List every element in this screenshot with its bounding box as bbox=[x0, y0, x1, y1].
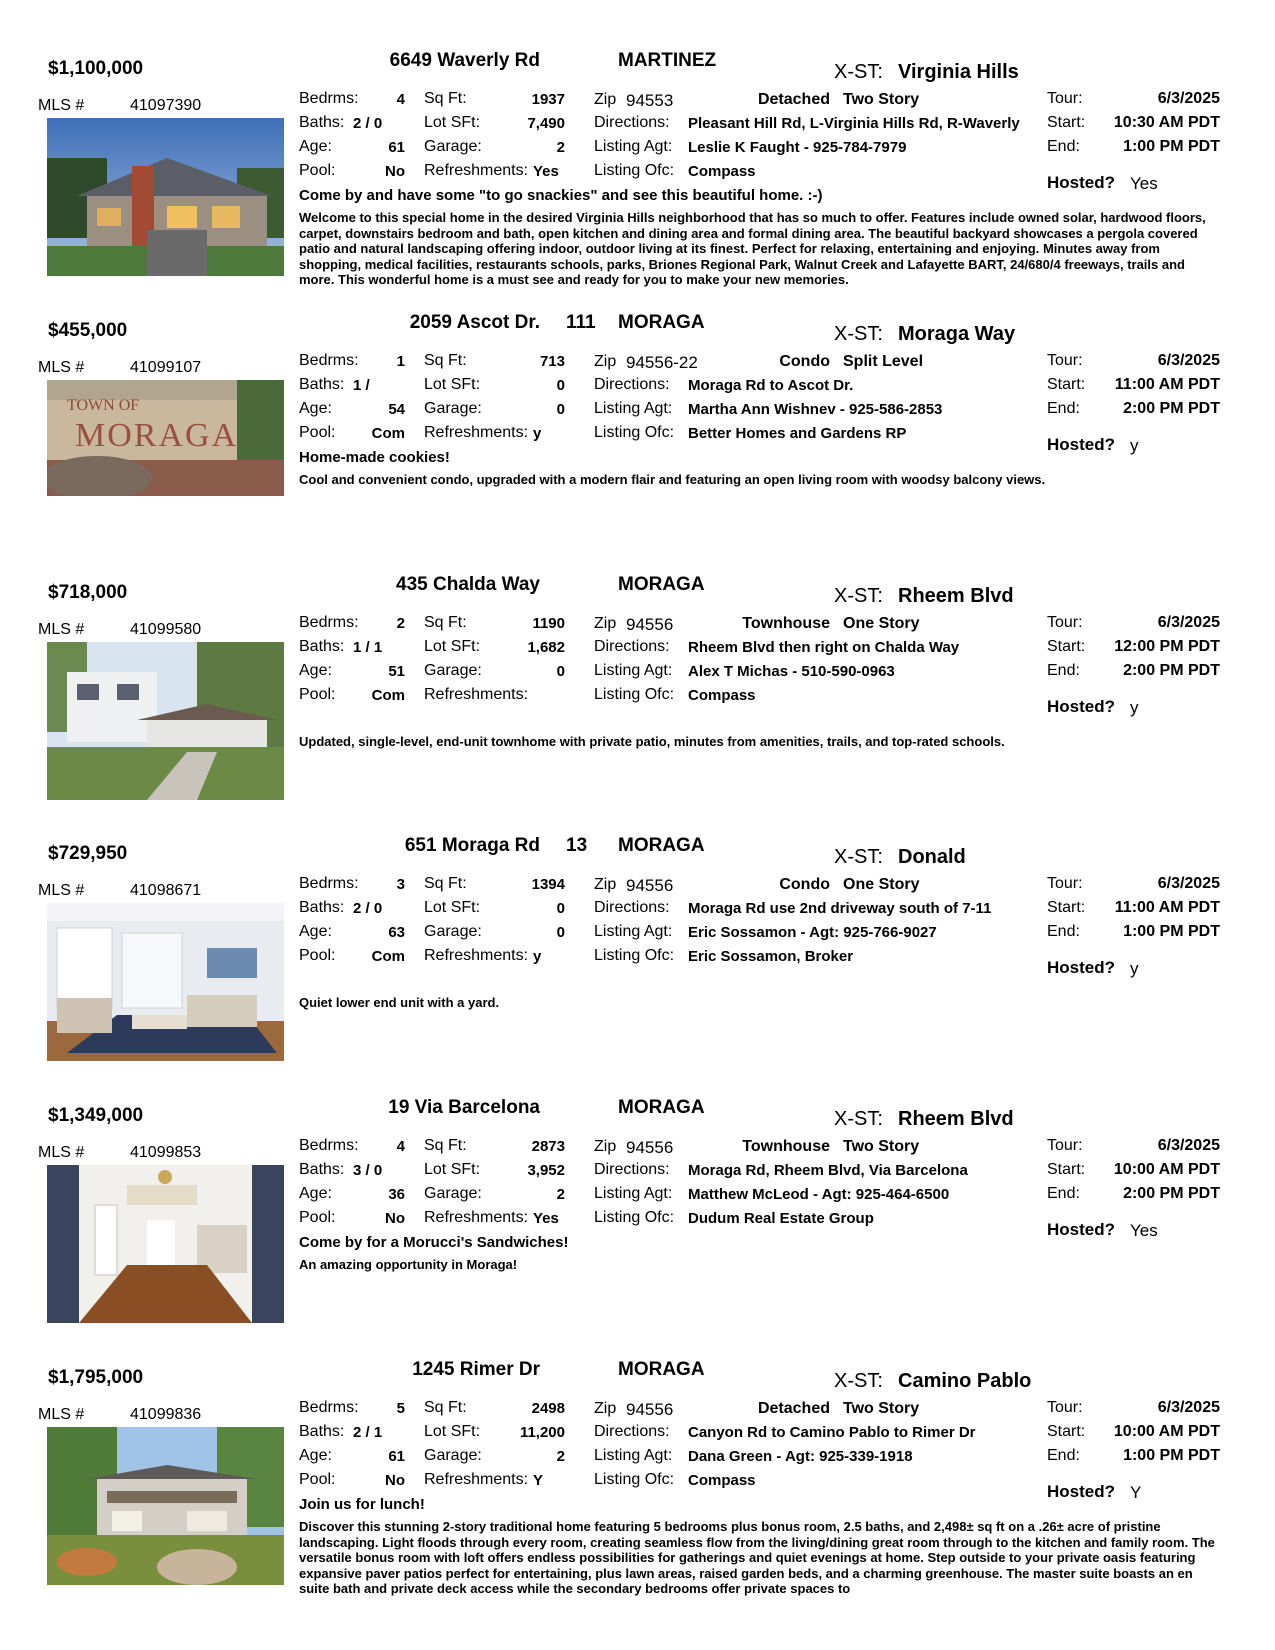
property-type: Condo bbox=[779, 876, 830, 893]
property-style: Two Story bbox=[843, 1400, 920, 1417]
listing-agent-value: Eric Sossamon - Agt: 925-766-9027 bbox=[688, 924, 937, 941]
hosted-label: Hosted? bbox=[1047, 1220, 1115, 1239]
zip-value: 94553 bbox=[626, 91, 674, 110]
cross-street-label: X-ST: bbox=[834, 61, 883, 83]
directions-value: Pleasant Hill Rd, L-Virginia Hills Rd, R-Waverly bbox=[688, 115, 1020, 132]
tour-date: 6/3/2025 bbox=[1157, 1399, 1220, 1416]
tour-date: 6/3/2025 bbox=[1157, 614, 1220, 631]
age-value: 54 bbox=[388, 401, 405, 418]
hosted-value: Y bbox=[1130, 1483, 1142, 1502]
end-time: 2:00 PM PDT bbox=[1123, 1185, 1220, 1202]
end-label: End: bbox=[1047, 400, 1080, 417]
refreshments-value: Yes bbox=[533, 163, 559, 180]
listing-price: $1,349,000 bbox=[48, 1105, 144, 1126]
directions-value: Moraga Rd use 2nd driveway south of 7-11 bbox=[688, 900, 992, 917]
directions-label: Directions: bbox=[594, 114, 670, 131]
listing-agent-label: Listing Agt: bbox=[594, 662, 673, 679]
start-label: Start: bbox=[1047, 1423, 1086, 1440]
end-label: End: bbox=[1047, 1185, 1080, 1202]
hosted-label: Hosted? bbox=[1047, 435, 1115, 454]
zip-label: Zip bbox=[594, 615, 617, 632]
listing-office-label: Listing Ofc: bbox=[594, 1209, 675, 1226]
baths-value: 3 / 0 bbox=[353, 1162, 383, 1179]
garage-value: 0 bbox=[556, 924, 565, 941]
property-type: Townhouse bbox=[742, 1138, 830, 1155]
listing-price: $1,795,000 bbox=[48, 1367, 144, 1388]
property-type: Detached bbox=[757, 91, 830, 108]
photo-sign-line2: MORAGA bbox=[75, 417, 239, 454]
pool-label: Pool: bbox=[299, 424, 336, 441]
listing-photo bbox=[47, 1165, 284, 1323]
listing-card bbox=[0, 835, 1275, 1089]
directions-label: Directions: bbox=[594, 638, 670, 655]
listing-city: MORAGA bbox=[618, 835, 705, 856]
refreshments-label: Refreshments: bbox=[424, 162, 529, 179]
baths-label: Baths: bbox=[299, 114, 345, 131]
end-time: 1:00 PM PDT bbox=[1123, 138, 1220, 155]
listing-card bbox=[0, 1359, 1275, 1613]
zip-label: Zip bbox=[594, 1138, 617, 1155]
garage-label: Garage: bbox=[424, 400, 482, 417]
listing-agent-label: Listing Agt: bbox=[594, 138, 673, 155]
zip-value: 94556 bbox=[626, 1400, 674, 1419]
hosted-value: y bbox=[1130, 698, 1139, 717]
listing-address: 1245 Rimer Dr bbox=[412, 1359, 540, 1380]
listing-office-value: Better Homes and Gardens RP bbox=[688, 425, 907, 442]
start-time: 12:00 PM PDT bbox=[1114, 638, 1220, 655]
sqft-value: 2498 bbox=[531, 1400, 565, 1417]
listing-office-label: Listing Ofc: bbox=[594, 424, 675, 441]
listing-agent-label: Listing Agt: bbox=[594, 1447, 673, 1464]
sqft-value: 1190 bbox=[532, 615, 565, 632]
baths-value: 1 / bbox=[353, 377, 370, 394]
bedrms-value: 2 bbox=[396, 615, 405, 632]
mls-number: 41099580 bbox=[130, 621, 202, 638]
bedrms-value: 1 bbox=[396, 353, 405, 370]
pool-value: Com bbox=[371, 948, 405, 965]
listing-remarks: Welcome to this special home in the desired Virginia Hills neighborhood that has so much to offer. Features include owned solar, hardwood floors, carpet, downstairs bedroom and bath, open kitchen and dining area and formal dining area. The beautiful backyard showcases a pergola covered patio and natural landscaping offering indoor, outdoor living at its finest. Perfect for relaxing, entertaining and enjoying. Minutes away from shopping, medical facilities, restaurants schools, parks, Briones Regional Park, Walnut Creek and Lafayette BART, 24/680/4 freeways, trails and more. This wonderful home is a must see and ready for you to make your new memories. bbox=[299, 210, 1206, 287]
garage-value: 2 bbox=[556, 1448, 565, 1465]
cross-street-value: Donald bbox=[898, 846, 966, 868]
listing-photo bbox=[47, 903, 284, 1061]
start-label: Start: bbox=[1047, 376, 1086, 393]
listing-card bbox=[0, 1097, 1275, 1351]
pool-value: Com bbox=[371, 687, 405, 704]
listing-address: 435 Chalda Way bbox=[396, 574, 540, 595]
pool-value: No bbox=[385, 1210, 405, 1227]
lotsft-value: 11,200 bbox=[519, 1424, 565, 1441]
baths-label: Baths: bbox=[299, 1161, 345, 1178]
bedrms-label: Bedrms: bbox=[299, 352, 359, 369]
directions-value: Canyon Rd to Camino Pablo to Rimer Dr bbox=[688, 1424, 976, 1441]
sqft-label: Sq Ft: bbox=[424, 352, 467, 369]
listing-remarks: Cool and convenient condo, upgraded with a modern flair and featuring an open living room with woodsy balcony views. bbox=[299, 472, 1046, 487]
hosted-label: Hosted? bbox=[1047, 173, 1115, 192]
lotsft-label: Lot SFt: bbox=[424, 376, 481, 393]
sqft-value: 713 bbox=[539, 353, 565, 370]
listing-office-label: Listing Ofc: bbox=[594, 1471, 675, 1488]
listing-city: MORAGA bbox=[618, 1097, 705, 1118]
mls-label: MLS # bbox=[38, 97, 85, 114]
cross-street-value: Camino Pablo bbox=[898, 1370, 1032, 1392]
sqft-label: Sq Ft: bbox=[424, 1137, 467, 1154]
mls-number: 41097390 bbox=[130, 97, 202, 114]
listing-office-value: Eric Sossamon, Broker bbox=[688, 948, 854, 965]
refreshments-value: y bbox=[533, 948, 542, 965]
listing-photo bbox=[47, 642, 284, 800]
zip-label: Zip bbox=[594, 1400, 617, 1417]
listing-note: Come by for a Morucci's Sandwiches! bbox=[299, 1234, 569, 1251]
lotsft-value: 3,952 bbox=[527, 1162, 565, 1179]
hosted-label: Hosted? bbox=[1047, 697, 1115, 716]
zip-value: 94556 bbox=[626, 615, 674, 634]
start-time: 10:00 AM PDT bbox=[1113, 1161, 1220, 1178]
baths-label: Baths: bbox=[299, 1423, 345, 1440]
tour-label: Tour: bbox=[1047, 614, 1083, 631]
property-type: Townhouse bbox=[742, 615, 830, 632]
bedrms-value: 4 bbox=[396, 91, 405, 108]
tour-date: 6/3/2025 bbox=[1157, 875, 1220, 892]
refreshments-label: Refreshments: bbox=[424, 947, 529, 964]
cross-street-value: Rheem Blvd bbox=[898, 1108, 1014, 1130]
listing-remarks: An amazing opportunity in Moraga! bbox=[299, 1257, 518, 1272]
listing-note: Come by and have some "to go snackies" and see this beautiful home. :-) bbox=[299, 187, 823, 204]
refreshments-value: Y bbox=[533, 1472, 544, 1489]
bedrms-value: 5 bbox=[396, 1400, 405, 1417]
pool-value: No bbox=[385, 163, 405, 180]
baths-label: Baths: bbox=[299, 899, 345, 916]
garage-label: Garage: bbox=[424, 662, 482, 679]
garage-label: Garage: bbox=[424, 138, 482, 155]
zip-value: 94556 bbox=[626, 876, 674, 895]
end-time: 2:00 PM PDT bbox=[1123, 400, 1220, 417]
lotsft-label: Lot SFt: bbox=[424, 1161, 481, 1178]
garage-value: 0 bbox=[556, 663, 565, 680]
pool-label: Pool: bbox=[299, 947, 336, 964]
end-label: End: bbox=[1047, 138, 1080, 155]
start-time: 11:00 AM PDT bbox=[1114, 376, 1220, 393]
sqft-label: Sq Ft: bbox=[424, 1399, 467, 1416]
baths-value: 2 / 0 bbox=[353, 900, 383, 917]
directions-label: Directions: bbox=[594, 1423, 670, 1440]
listing-photo bbox=[47, 380, 284, 496]
listing-remarks: Quiet lower end unit with a yard. bbox=[299, 995, 500, 1010]
age-value: 61 bbox=[388, 139, 405, 156]
pool-label: Pool: bbox=[299, 162, 336, 179]
bedrms-label: Bedrms: bbox=[299, 1399, 359, 1416]
zip-label: Zip bbox=[594, 353, 617, 370]
listing-price: $455,000 bbox=[48, 320, 128, 341]
listing-address: 2059 Ascot Dr. bbox=[409, 312, 540, 333]
bedrms-label: Bedrms: bbox=[299, 90, 359, 107]
mls-label: MLS # bbox=[38, 621, 85, 638]
mls-label: MLS # bbox=[38, 1406, 85, 1423]
tour-date: 6/3/2025 bbox=[1157, 90, 1220, 107]
sqft-label: Sq Ft: bbox=[424, 90, 467, 107]
tour-label: Tour: bbox=[1047, 90, 1083, 107]
sqft-label: Sq Ft: bbox=[424, 614, 467, 631]
age-label: Age: bbox=[299, 138, 332, 155]
listing-card bbox=[0, 574, 1275, 828]
listing-address: 6649 Waverly Rd bbox=[389, 50, 540, 71]
mls-label: MLS # bbox=[38, 882, 85, 899]
directions-value: Moraga Rd, Rheem Blvd, Via Barcelona bbox=[688, 1162, 968, 1179]
listing-note: Join us for lunch! bbox=[299, 1496, 425, 1513]
sqft-value: 1937 bbox=[531, 91, 565, 108]
photo-sign-line1: TOWN OF bbox=[67, 397, 140, 414]
end-time: 1:00 PM PDT bbox=[1123, 923, 1220, 940]
lotsft-value: 7,490 bbox=[527, 115, 565, 132]
start-label: Start: bbox=[1047, 114, 1086, 131]
garage-value: 0 bbox=[556, 401, 565, 418]
bedrms-label: Bedrms: bbox=[299, 875, 359, 892]
cross-street-label: X-ST: bbox=[834, 1370, 883, 1392]
baths-value: 1 / 1 bbox=[353, 639, 383, 656]
pool-label: Pool: bbox=[299, 1471, 336, 1488]
listing-photo bbox=[47, 1427, 284, 1585]
baths-value: 2 / 1 bbox=[353, 1424, 383, 1441]
zip-label: Zip bbox=[594, 876, 617, 893]
cross-street-label: X-ST: bbox=[834, 1108, 883, 1130]
lotsft-value: 0 bbox=[556, 900, 565, 917]
hosted-label: Hosted? bbox=[1047, 958, 1115, 977]
listing-agent-value: Alex T Michas - 510-590-0963 bbox=[688, 663, 895, 680]
cross-street-label: X-ST: bbox=[834, 323, 883, 345]
cross-street-value: Rheem Blvd bbox=[898, 585, 1014, 607]
hosted-value: y bbox=[1130, 959, 1139, 978]
mls-number: 41098671 bbox=[130, 882, 202, 899]
garage-value: 2 bbox=[556, 1186, 565, 1203]
property-style: One Story bbox=[843, 876, 920, 893]
pool-value: No bbox=[385, 1472, 405, 1489]
listing-office-value: Compass bbox=[688, 687, 756, 704]
cross-street-label: X-ST: bbox=[834, 846, 883, 868]
pool-label: Pool: bbox=[299, 1209, 336, 1226]
start-time: 10:00 AM PDT bbox=[1113, 1423, 1220, 1440]
age-label: Age: bbox=[299, 1185, 332, 1202]
lotsft-value: 1,682 bbox=[527, 639, 565, 656]
property-style: Split Level bbox=[843, 353, 924, 370]
mls-number: 41099836 bbox=[130, 1406, 202, 1423]
listing-city: MORAGA bbox=[618, 312, 705, 333]
listing-office-value: Compass bbox=[688, 163, 756, 180]
property-style: Two Story bbox=[843, 91, 920, 108]
refreshments-label: Refreshments: bbox=[424, 686, 529, 703]
hosted-value: y bbox=[1130, 436, 1139, 455]
end-time: 1:00 PM PDT bbox=[1123, 1447, 1220, 1464]
sqft-label: Sq Ft: bbox=[424, 875, 467, 892]
end-label: End: bbox=[1047, 1447, 1080, 1464]
start-time: 11:00 AM PDT bbox=[1114, 899, 1220, 916]
bedrms-value: 3 bbox=[396, 876, 405, 893]
property-style: Two Story bbox=[843, 1138, 920, 1155]
listing-card bbox=[0, 50, 1275, 304]
end-label: End: bbox=[1047, 662, 1080, 679]
lotsft-label: Lot SFt: bbox=[424, 1423, 481, 1440]
refreshments-value: y bbox=[533, 425, 542, 442]
listing-agent-label: Listing Agt: bbox=[594, 400, 673, 417]
age-value: 63 bbox=[388, 924, 405, 941]
listing-office-label: Listing Ofc: bbox=[594, 686, 675, 703]
listing-address: 19 Via Barcelona bbox=[388, 1097, 540, 1118]
tour-label: Tour: bbox=[1047, 352, 1083, 369]
listing-remarks: Updated, single-level, end-unit townhome with private patio, minutes from amenities, trails, and top-rated schools. bbox=[299, 734, 1005, 749]
cross-street-value: Moraga Way bbox=[898, 323, 1016, 345]
age-value: 61 bbox=[388, 1448, 405, 1465]
property-type: Detached bbox=[757, 1400, 830, 1417]
listing-agent-value: Leslie K Faught - 925-784-7979 bbox=[688, 139, 907, 156]
listing-agent-value: Martha Ann Wishnev - 925-586-2853 bbox=[688, 401, 943, 418]
lotsft-label: Lot SFt: bbox=[424, 899, 481, 916]
listing-office-value: Compass bbox=[688, 1472, 756, 1489]
start-label: Start: bbox=[1047, 899, 1086, 916]
zip-value: 94556 bbox=[626, 1138, 674, 1157]
zip-label: Zip bbox=[594, 91, 617, 108]
start-label: Start: bbox=[1047, 1161, 1086, 1178]
listing-price: $718,000 bbox=[48, 582, 128, 603]
listing-remarks: Discover this stunning 2-story traditional home featuring 5 bedrooms plus bonus room, 2.5 baths, and 2,498± sq ft on a .26± acre of pristine landscaping. Light floods through every room, creating seamless flow from the living/dining great room through to the kitchen and family room. The versatile bonus room with loft offers endless possibilities for gatherings and quiet evenings at home. Step outside to your private oasis featuring expansive paver patios perfect for entertaining, plus lawn areas, raised garden beds, and a charming greenhouse. The master suite boasts an en suite bath and private deck access while the secondary bedrooms offer private spaces to bbox=[299, 1519, 1215, 1596]
sqft-value: 2873 bbox=[531, 1138, 565, 1155]
start-time: 10:30 AM PDT bbox=[1113, 114, 1220, 131]
directions-value: Rheem Blvd then right on Chalda Way bbox=[688, 639, 960, 656]
listing-photo bbox=[47, 118, 284, 276]
listing-city: MORAGA bbox=[618, 574, 705, 595]
tour-date: 6/3/2025 bbox=[1157, 1137, 1220, 1154]
listing-agent-value: Matthew McLeod - Agt: 925-464-6500 bbox=[688, 1186, 950, 1203]
age-label: Age: bbox=[299, 662, 332, 679]
refreshments-value: Yes bbox=[533, 1210, 559, 1227]
directions-label: Directions: bbox=[594, 376, 670, 393]
tour-label: Tour: bbox=[1047, 875, 1083, 892]
mls-label: MLS # bbox=[38, 359, 85, 376]
mls-number: 41099107 bbox=[130, 359, 202, 376]
lotsft-label: Lot SFt: bbox=[424, 638, 481, 655]
age-label: Age: bbox=[299, 400, 332, 417]
listing-office-label: Listing Ofc: bbox=[594, 947, 675, 964]
garage-label: Garage: bbox=[424, 1185, 482, 1202]
lotsft-label: Lot SFt: bbox=[424, 114, 481, 131]
refreshments-label: Refreshments: bbox=[424, 1209, 529, 1226]
mls-number: 41099853 bbox=[130, 1144, 202, 1161]
listing-note: Home-made cookies! bbox=[299, 449, 450, 466]
cross-street-label: X-ST: bbox=[834, 585, 883, 607]
listing-office-value: Dudum Real Estate Group bbox=[688, 1210, 874, 1227]
bedrms-label: Bedrms: bbox=[299, 1137, 359, 1154]
baths-label: Baths: bbox=[299, 638, 345, 655]
listing-unit: 13 bbox=[566, 835, 588, 856]
end-label: End: bbox=[1047, 923, 1080, 940]
bedrms-label: Bedrms: bbox=[299, 614, 359, 631]
listing-agent-value: Dana Green - Agt: 925-339-1918 bbox=[688, 1448, 913, 1465]
listing-city: MORAGA bbox=[618, 1359, 705, 1380]
mls-label: MLS # bbox=[38, 1144, 85, 1161]
end-time: 2:00 PM PDT bbox=[1123, 662, 1220, 679]
garage-label: Garage: bbox=[424, 1447, 482, 1464]
start-label: Start: bbox=[1047, 638, 1086, 655]
garage-label: Garage: bbox=[424, 923, 482, 940]
directions-value: Moraga Rd to Ascot Dr. bbox=[688, 377, 854, 394]
hosted-value: Yes bbox=[1130, 174, 1158, 193]
lotsft-value: 0 bbox=[556, 377, 565, 394]
refreshments-label: Refreshments: bbox=[424, 424, 529, 441]
listing-address: 651 Moraga Rd bbox=[404, 835, 540, 856]
listing-price: $1,100,000 bbox=[48, 58, 144, 79]
listing-unit: 111 bbox=[566, 312, 596, 333]
age-value: 51 bbox=[388, 663, 405, 680]
age-label: Age: bbox=[299, 923, 332, 940]
zip-value: 94556-22 bbox=[626, 353, 698, 372]
directions-label: Directions: bbox=[594, 899, 670, 916]
hosted-value: Yes bbox=[1130, 1221, 1158, 1240]
tour-label: Tour: bbox=[1047, 1137, 1083, 1154]
property-type: Condo bbox=[779, 353, 830, 370]
bedrms-value: 4 bbox=[396, 1138, 405, 1155]
cross-street-value: Virginia Hills bbox=[898, 61, 1019, 83]
sqft-value: 1394 bbox=[531, 876, 565, 893]
directions-label: Directions: bbox=[594, 1161, 670, 1178]
age-label: Age: bbox=[299, 1447, 332, 1464]
tour-label: Tour: bbox=[1047, 1399, 1083, 1416]
listing-city: MARTINEZ bbox=[618, 50, 717, 71]
garage-value: 2 bbox=[556, 139, 565, 156]
baths-value: 2 / 0 bbox=[353, 115, 383, 132]
pool-label: Pool: bbox=[299, 686, 336, 703]
listing-agent-label: Listing Agt: bbox=[594, 1185, 673, 1202]
listing-agent-label: Listing Agt: bbox=[594, 923, 673, 940]
refreshments-label: Refreshments: bbox=[424, 1471, 529, 1488]
listing-card bbox=[0, 312, 1275, 566]
pool-value: Com bbox=[371, 425, 405, 442]
hosted-label: Hosted? bbox=[1047, 1482, 1115, 1501]
listing-price: $729,950 bbox=[48, 843, 128, 864]
listing-office-label: Listing Ofc: bbox=[594, 162, 675, 179]
property-style: One Story bbox=[843, 615, 920, 632]
baths-label: Baths: bbox=[299, 376, 345, 393]
age-value: 36 bbox=[388, 1186, 405, 1203]
tour-date: 6/3/2025 bbox=[1157, 352, 1220, 369]
